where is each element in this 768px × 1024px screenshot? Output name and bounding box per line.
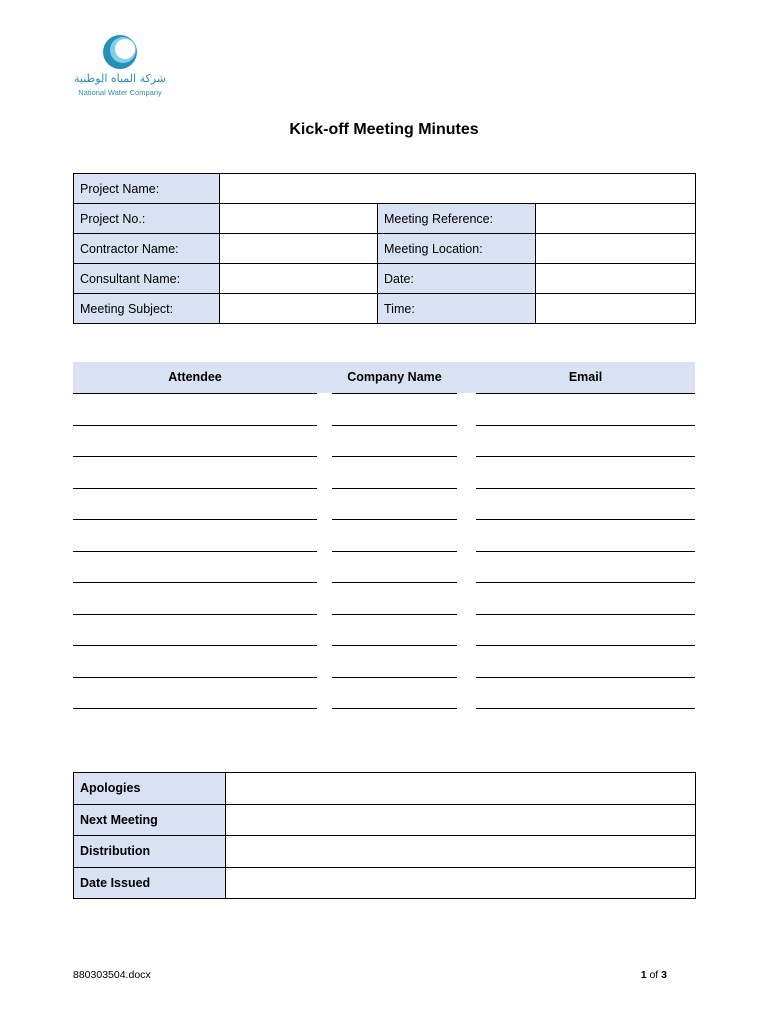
company-logo <box>72 34 168 100</box>
table-row <box>74 773 696 805</box>
company-name-line[interactable] <box>332 456 457 457</box>
logo-english-name: National Water Company <box>78 88 162 97</box>
attendee-line[interactable] <box>73 425 317 426</box>
footer-page-number <box>641 969 667 981</box>
time-label: Time: <box>378 294 536 324</box>
meeting-info-table <box>73 173 696 324</box>
table-row <box>74 294 696 324</box>
date-issued-label: Date Issued <box>74 867 226 899</box>
table-row <box>74 204 696 234</box>
email-line[interactable] <box>476 708 695 709</box>
logo-arabic-name: شركة المياه الوطنية <box>74 72 166 85</box>
email-line[interactable] <box>476 425 695 426</box>
company-name-line[interactable] <box>332 645 457 646</box>
date-issued-field[interactable] <box>226 867 696 899</box>
company-name-line[interactable] <box>332 551 457 552</box>
distribution-label: Distribution <box>74 836 226 868</box>
attendee-line[interactable] <box>73 708 317 709</box>
attendee-line[interactable] <box>73 488 317 489</box>
consultant-name-field[interactable] <box>220 264 378 294</box>
meeting-location-label: Meeting Location: <box>378 234 536 264</box>
next-meeting-label: Next Meeting <box>74 804 226 836</box>
email-line[interactable] <box>476 645 695 646</box>
project-no-field[interactable] <box>220 204 378 234</box>
attendee-table-header <box>73 362 695 393</box>
company-name-line[interactable] <box>332 488 457 489</box>
meeting-subject-field[interactable] <box>220 294 378 324</box>
water-drop-logo-icon <box>100 34 140 70</box>
email-line[interactable] <box>476 393 695 394</box>
meeting-location-field[interactable] <box>536 234 696 264</box>
meeting-summary-table <box>73 772 696 899</box>
attendee-line[interactable] <box>73 677 317 678</box>
company-name-line[interactable] <box>332 708 457 709</box>
apologies-label: Apologies <box>74 773 226 805</box>
page-total: 3 <box>661 969 667 981</box>
distribution-field[interactable] <box>226 836 696 868</box>
attendee-line[interactable] <box>73 519 317 520</box>
company-name-line[interactable] <box>332 393 457 394</box>
contractor-name-field[interactable] <box>220 234 378 264</box>
table-row <box>74 174 696 204</box>
table-row <box>74 867 696 899</box>
attendee-line[interactable] <box>73 393 317 394</box>
company-name-line[interactable] <box>332 614 457 615</box>
attendee-line[interactable] <box>73 645 317 646</box>
email-line[interactable] <box>476 488 695 489</box>
company-name-line[interactable] <box>332 677 457 678</box>
apologies-field[interactable] <box>226 773 696 805</box>
company-name-line[interactable] <box>332 425 457 426</box>
project-name-label: Project Name: <box>74 174 220 204</box>
attendee-line[interactable] <box>73 582 317 583</box>
table-row <box>74 836 696 868</box>
company-name-line[interactable] <box>332 519 457 520</box>
project-name-field[interactable] <box>220 174 696 204</box>
consultant-name-label: Consultant Name: <box>74 264 220 294</box>
email-line[interactable] <box>476 519 695 520</box>
email-line[interactable] <box>476 677 695 678</box>
attendee-line[interactable] <box>73 551 317 552</box>
attendee-line[interactable] <box>73 456 317 457</box>
time-field[interactable] <box>536 294 696 324</box>
email-column-header: Email <box>568 370 603 384</box>
date-label: Date: <box>378 264 536 294</box>
project-no-label: Project No.: <box>74 204 220 234</box>
document-title: Kick-off Meeting Minutes <box>289 121 479 138</box>
page-current: 1 <box>640 969 647 981</box>
table-row <box>74 804 696 836</box>
next-meeting-field[interactable] <box>226 804 696 836</box>
email-line[interactable] <box>476 582 695 583</box>
meeting-reference-label: Meeting Reference: <box>378 204 536 234</box>
attendee-line[interactable] <box>73 614 317 615</box>
page-of: of <box>649 969 659 981</box>
meeting-subject-label: Meeting Subject: <box>74 294 220 324</box>
date-field[interactable] <box>536 264 696 294</box>
table-row <box>74 264 696 294</box>
email-line[interactable] <box>476 456 695 457</box>
footer-file-name: 880303504.docx <box>73 969 151 981</box>
attendee-column-header: Attendee <box>168 370 222 384</box>
contractor-name-label: Contractor Name: <box>74 234 220 264</box>
email-line[interactable] <box>476 614 695 615</box>
company-name-line[interactable] <box>332 582 457 583</box>
table-row <box>74 234 696 264</box>
company-name-column-header: Company Name <box>347 370 442 384</box>
email-line[interactable] <box>476 551 695 552</box>
meeting-reference-field[interactable] <box>536 204 696 234</box>
